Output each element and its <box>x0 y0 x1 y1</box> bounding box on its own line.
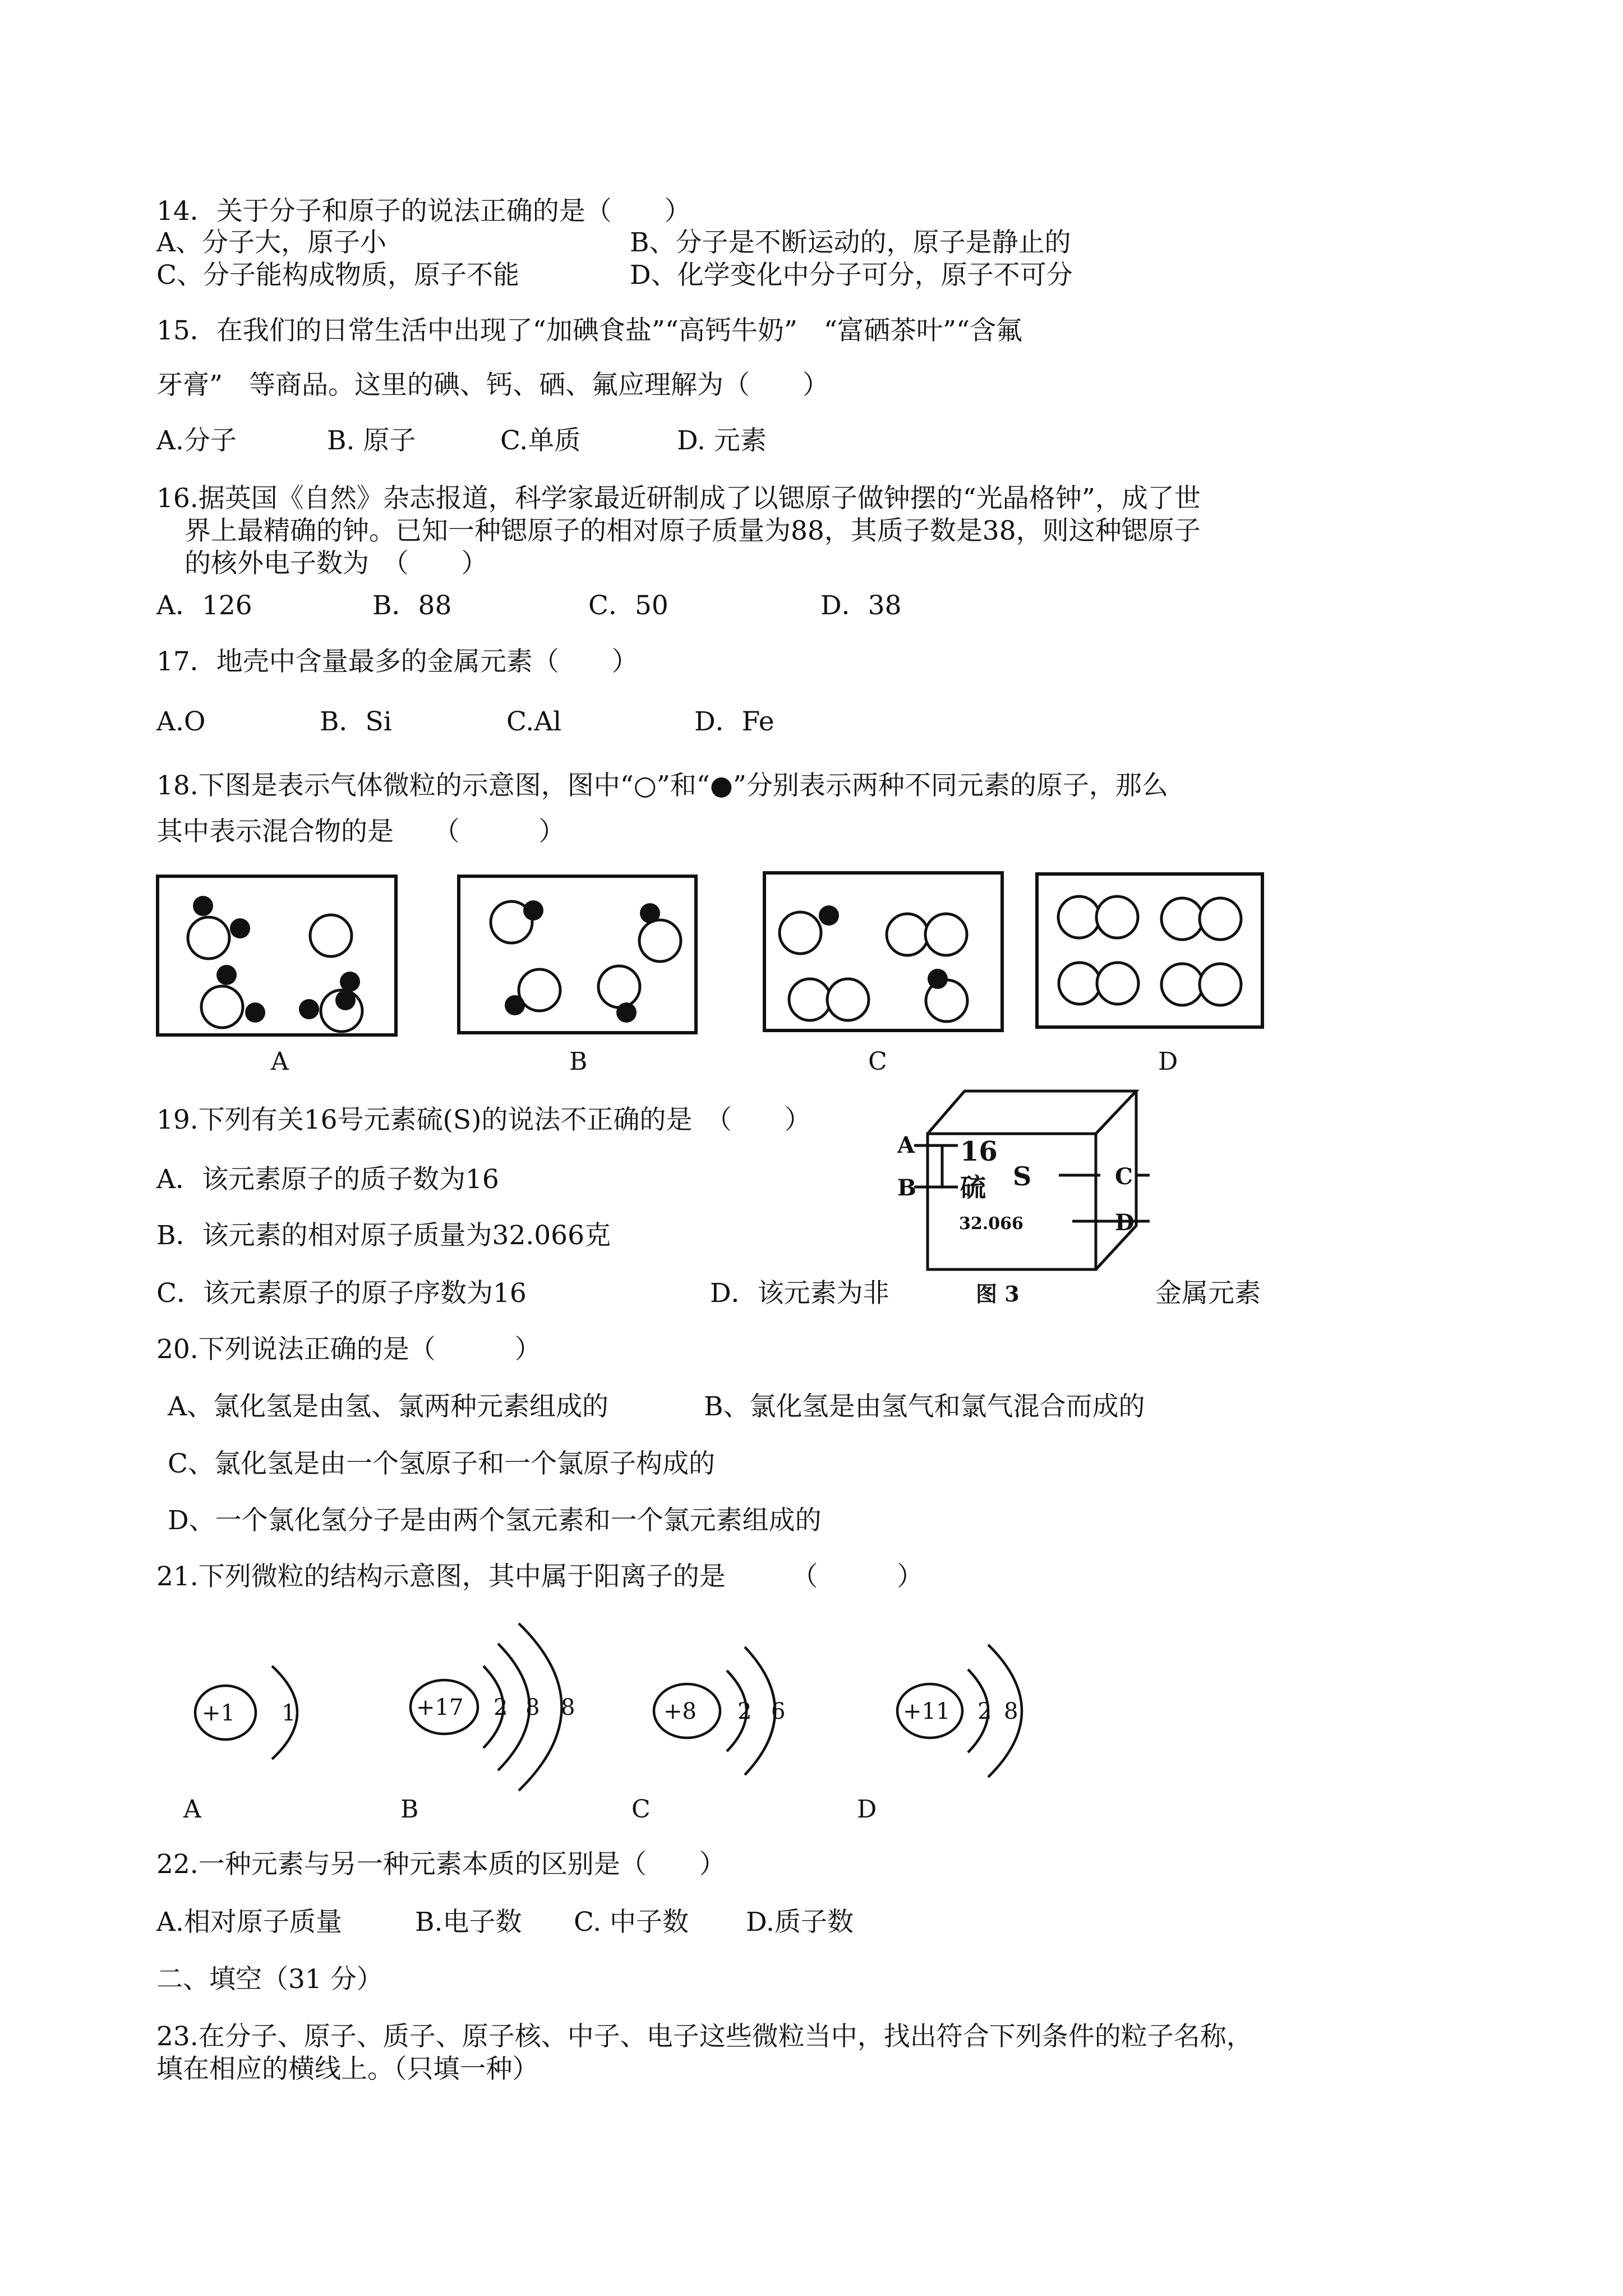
q21-label-c: C <box>631 1795 651 1824</box>
white-atom <box>1161 964 1203 1005</box>
element-symbol: S <box>1013 1161 1032 1191</box>
electron-count-d-2: 8 <box>1004 1699 1018 1724</box>
white-atom <box>1058 896 1100 938</box>
black-atom <box>523 900 543 921</box>
q20-option-c: C、氯化氢是由一个氢原子和一个氯原子构成的 <box>168 1448 715 1479</box>
white-atom <box>780 912 821 954</box>
black-atom <box>193 896 213 916</box>
q22-option-c: C. 中子数 <box>574 1907 689 1938</box>
q20-option-b: B、氯化氢是由氢气和氯气混合而成的 <box>704 1391 1145 1422</box>
cube-top-face <box>928 1091 1136 1134</box>
q22-stem: 22.一种元素与另一种元素本质的区别是（ ） <box>156 1849 726 1880</box>
nucleus-charge-a: +1 <box>202 1700 235 1726</box>
q21-atomic-structure-diagrams <box>163 1616 1060 1829</box>
q17-stem: 17．地壳中含量最多的金属元素（ ） <box>156 646 638 677</box>
electron-count-b-2: 8 <box>525 1695 540 1720</box>
black-atom <box>640 903 660 923</box>
q21-label-b: B <box>400 1795 419 1824</box>
section-title-fill-in: 二、填空（31 分） <box>156 1964 383 1995</box>
electron-count-c-2: 6 <box>771 1699 786 1724</box>
white-atom <box>201 986 243 1028</box>
q15-stem-line1: 15．在我们的日常生活中出现了“加碘食盐”“高钙牛奶” “富硒茶叶”“含氟 <box>156 315 1022 346</box>
pointer-label-a: A <box>897 1132 915 1158</box>
q14-option-c: C、分子能构成物质，原子不能 <box>156 260 519 291</box>
q16-line2: 界上最精确的钟。已知一种锶原子的相对原子质量为88，其质子数是38，则这种锶原子 <box>185 516 1201 546</box>
q22-option-a: A.相对原子质量 <box>156 1907 342 1938</box>
white-atom <box>925 914 967 955</box>
black-atom <box>245 1002 265 1023</box>
q14-option-b: B、分子是不断运动的，原子是静止的 <box>630 227 1071 258</box>
atomic-number: 16 <box>960 1136 998 1167</box>
q18-line1: 18.下图是表示气体微粒的示意图，图中“○”和“●”分别表示两种不同元素的原子，那么 <box>156 770 1168 801</box>
q14-stem: 14．关于分子和原子的说法正确的是（ ） <box>156 196 691 227</box>
white-atom <box>827 979 869 1020</box>
black-atom <box>505 995 525 1015</box>
q17-option-c: C.Al <box>506 706 562 737</box>
q22-option-d: D.质子数 <box>746 1907 854 1938</box>
q23-line1: 23.在分子、原子、质子、原子核、中子、电子这些微粒当中，找出符合下列条件的粒子名称， <box>156 2021 1253 2052</box>
q18-label-d: D <box>1158 1047 1178 1076</box>
white-atom <box>1096 896 1138 938</box>
white-atom <box>519 969 560 1011</box>
electron-count-b-3: 8 <box>561 1695 575 1720</box>
sulfur-element-cube <box>897 1085 1161 1310</box>
q14-option-a: A、分子大，原子小 <box>156 227 386 258</box>
white-atom <box>887 914 928 955</box>
white-atom <box>1097 963 1138 1004</box>
white-atom <box>1200 898 1241 940</box>
q15-stem-line2: 牙膏” 等商品。这里的碘、钙、硒、氟应理解为（ ） <box>156 370 829 401</box>
figure-caption: 图 3 <box>976 1281 1020 1306</box>
black-atom <box>335 990 356 1010</box>
q20-stem: 20.下列说法正确的是（ ） <box>156 1334 541 1365</box>
q19-option-a: A．该元素原子的质子数为16 <box>156 1164 499 1195</box>
pointer-label-c: C <box>1115 1163 1133 1190</box>
q17-option-b: B．Si <box>320 706 392 737</box>
black-atom <box>340 972 360 992</box>
q20-option-d: D、一个氯化氢分子是由两个氢元素和一个氯元素组成的 <box>168 1505 822 1536</box>
q18-label-c: C <box>868 1047 887 1076</box>
q19-option-c: C．该元素原子的原子序数为16 <box>156 1278 527 1309</box>
q16-option-d: D．38 <box>820 590 902 621</box>
electron-count-a-1: 1 <box>282 1700 296 1726</box>
q18-label-a: A <box>271 1047 289 1076</box>
black-atom <box>230 918 250 938</box>
pointer-label-b: B <box>897 1175 916 1201</box>
black-atom <box>819 905 839 926</box>
q18-label-b: B <box>569 1047 588 1076</box>
white-atom <box>1200 964 1241 1005</box>
q16-option-c: C．50 <box>588 590 668 621</box>
q17-option-a: A.O <box>156 706 206 737</box>
q21-stem: 21.下列微粒的结构示意图，其中属于阳离子的是 （ ） <box>156 1561 924 1592</box>
electron-count-d-1: 2 <box>978 1699 992 1724</box>
q15-option-b: B. 原子 <box>327 425 416 456</box>
cube-front-face <box>928 1134 1096 1269</box>
q19-option-d-part2: 金属元素 <box>1155 1278 1261 1309</box>
q19-option-b: B．该元素的相对原子质量为32.066克 <box>156 1220 611 1251</box>
q15-option-a: A.分子 <box>156 425 237 456</box>
q16-line1: 16.据英国《自然》杂志报道，科学家最近研制成了以锶原子做钟摆的“光晶格钟”，成了世 <box>156 483 1201 514</box>
q23-line2: 填在相应的横线上。（只填一种） <box>156 2054 539 2085</box>
atomic-mass: 32.066 <box>959 1214 1023 1234</box>
electron-count-b-1: 2 <box>494 1695 508 1720</box>
white-atom <box>310 915 352 956</box>
white-atom <box>1161 898 1203 940</box>
q15-option-d: D. 元素 <box>677 425 767 456</box>
q16-option-a: A．126 <box>156 590 252 621</box>
q17-option-d: D．Fe <box>694 706 774 737</box>
q18-line2: 其中表示混合物的是 （ ） <box>156 816 565 847</box>
nucleus-charge-c: +8 <box>663 1699 697 1724</box>
black-atom <box>299 999 319 1019</box>
q21-label-d: D <box>857 1795 877 1824</box>
white-atom <box>598 966 640 1007</box>
q14-option-d: D、化学变化中分子可分，原子不可分 <box>630 260 1073 291</box>
white-atom <box>1059 963 1100 1004</box>
black-atom <box>616 1002 637 1023</box>
white-atom <box>188 917 229 959</box>
white-atom <box>789 979 831 1020</box>
q21-label-a: A <box>183 1795 201 1824</box>
element-name: 硫 <box>960 1172 986 1203</box>
q19-option-d-part1: D．该元素为非 <box>710 1278 889 1309</box>
q16-option-b: B．88 <box>372 590 452 621</box>
black-atom <box>928 969 948 989</box>
q18-particle-figures <box>151 867 1273 1041</box>
q19-stem: 19.下列有关16号元素硫(S)的说法不正确的是 （ ） <box>156 1105 811 1135</box>
pointer-label-d: D <box>1115 1209 1135 1236</box>
nucleus-charge-b: +17 <box>416 1695 464 1720</box>
q16-line3: 的核外电子数为 （ ） <box>185 548 488 579</box>
white-atom <box>639 920 681 961</box>
black-atom <box>216 965 237 985</box>
nucleus-charge-d: +11 <box>903 1699 951 1724</box>
q22-option-b: B.电子数 <box>415 1907 522 1938</box>
electron-count-c-1: 2 <box>737 1699 752 1724</box>
q20-option-a: A、氯化氢是由氢、氯两种元素组成的 <box>168 1391 608 1422</box>
q15-option-c: C.单质 <box>500 425 581 456</box>
